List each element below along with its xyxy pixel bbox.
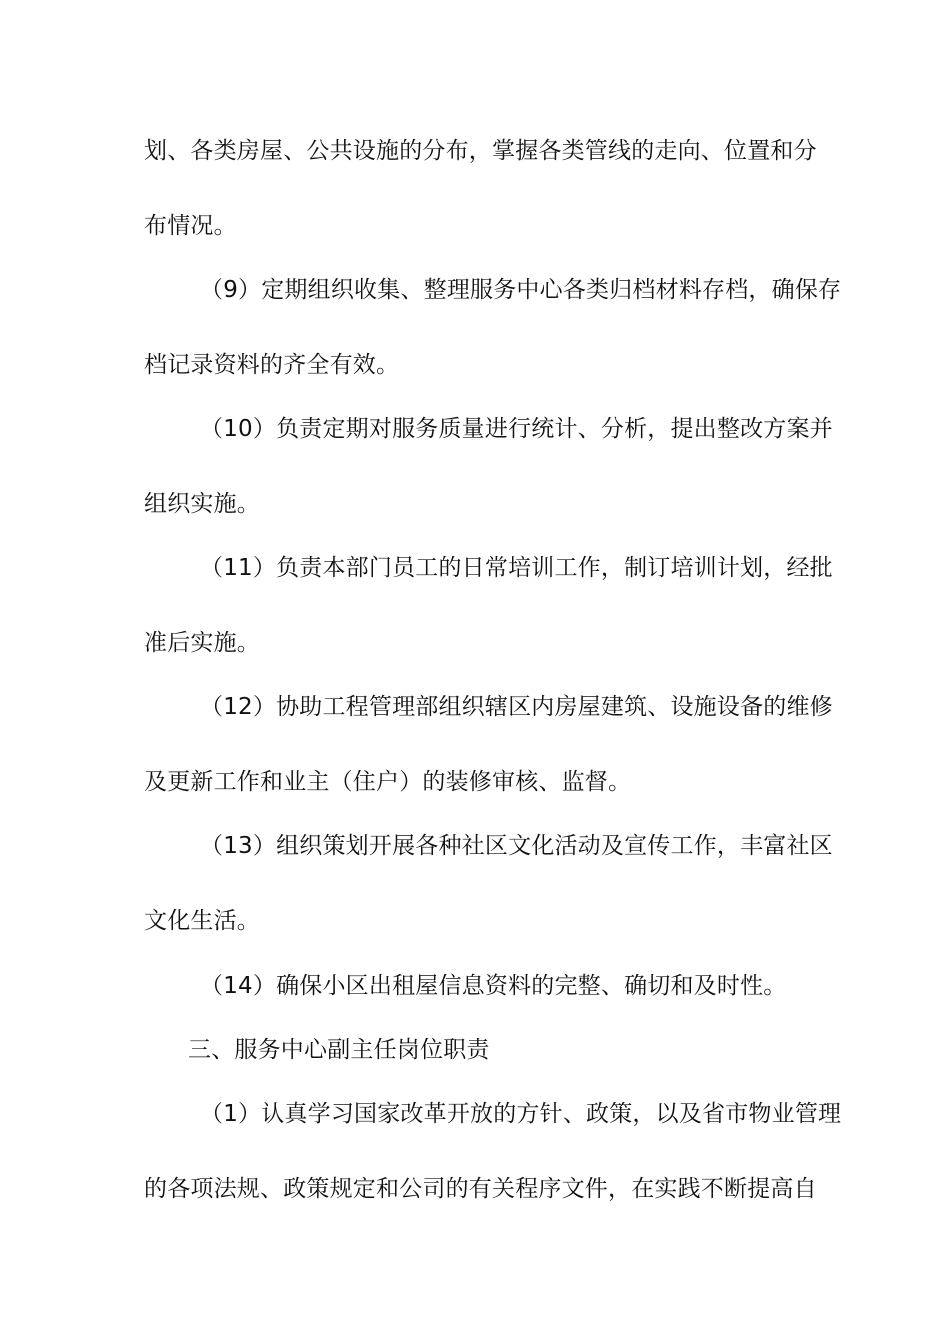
text-line: （10）负责定期对服务质量进行统计、分析，提出整改方案并 [200, 416, 833, 442]
text-line: 划、各类房屋、公共设施的分布，掌握各类管线的走向、位置和分 [144, 138, 817, 164]
text-line: 及更新工作和业主（住户）的装修审核、监督。 [144, 769, 632, 795]
text-line: （1）认真学习国家改革开放的方针、政策，以及省市物业管理 [200, 1101, 842, 1127]
text-line: （11）负责本部门员工的日常培训工作，制订培训计划，经批 [200, 555, 833, 581]
text-line: （14）确保小区出租屋信息资料的完整、确切和及时性。 [200, 973, 787, 999]
text-line: 的各项法规、政策规定和公司的有关程序文件，在实践不断提高自 [144, 1176, 817, 1202]
text-line: 布情况。 [144, 213, 237, 239]
text-line: （12）协助工程管理部组织辖区内房屋建筑、设施设备的维修 [200, 694, 833, 720]
text-line: 准后实施。 [144, 630, 260, 656]
text-line: （9）定期组织收集、整理服务中心各类归档材料存档，确保存 [200, 277, 842, 303]
text-line: 档记录资料的齐全有效。 [144, 352, 400, 378]
section-heading: 三、服务中心副主任岗位职责 [188, 1037, 490, 1063]
text-line: 文化生活。 [144, 908, 260, 934]
text-line: 组织实施。 [144, 491, 260, 517]
text-line: （13）组织策划开展各种社区文化活动及宣传工作，丰富社区 [200, 833, 833, 859]
